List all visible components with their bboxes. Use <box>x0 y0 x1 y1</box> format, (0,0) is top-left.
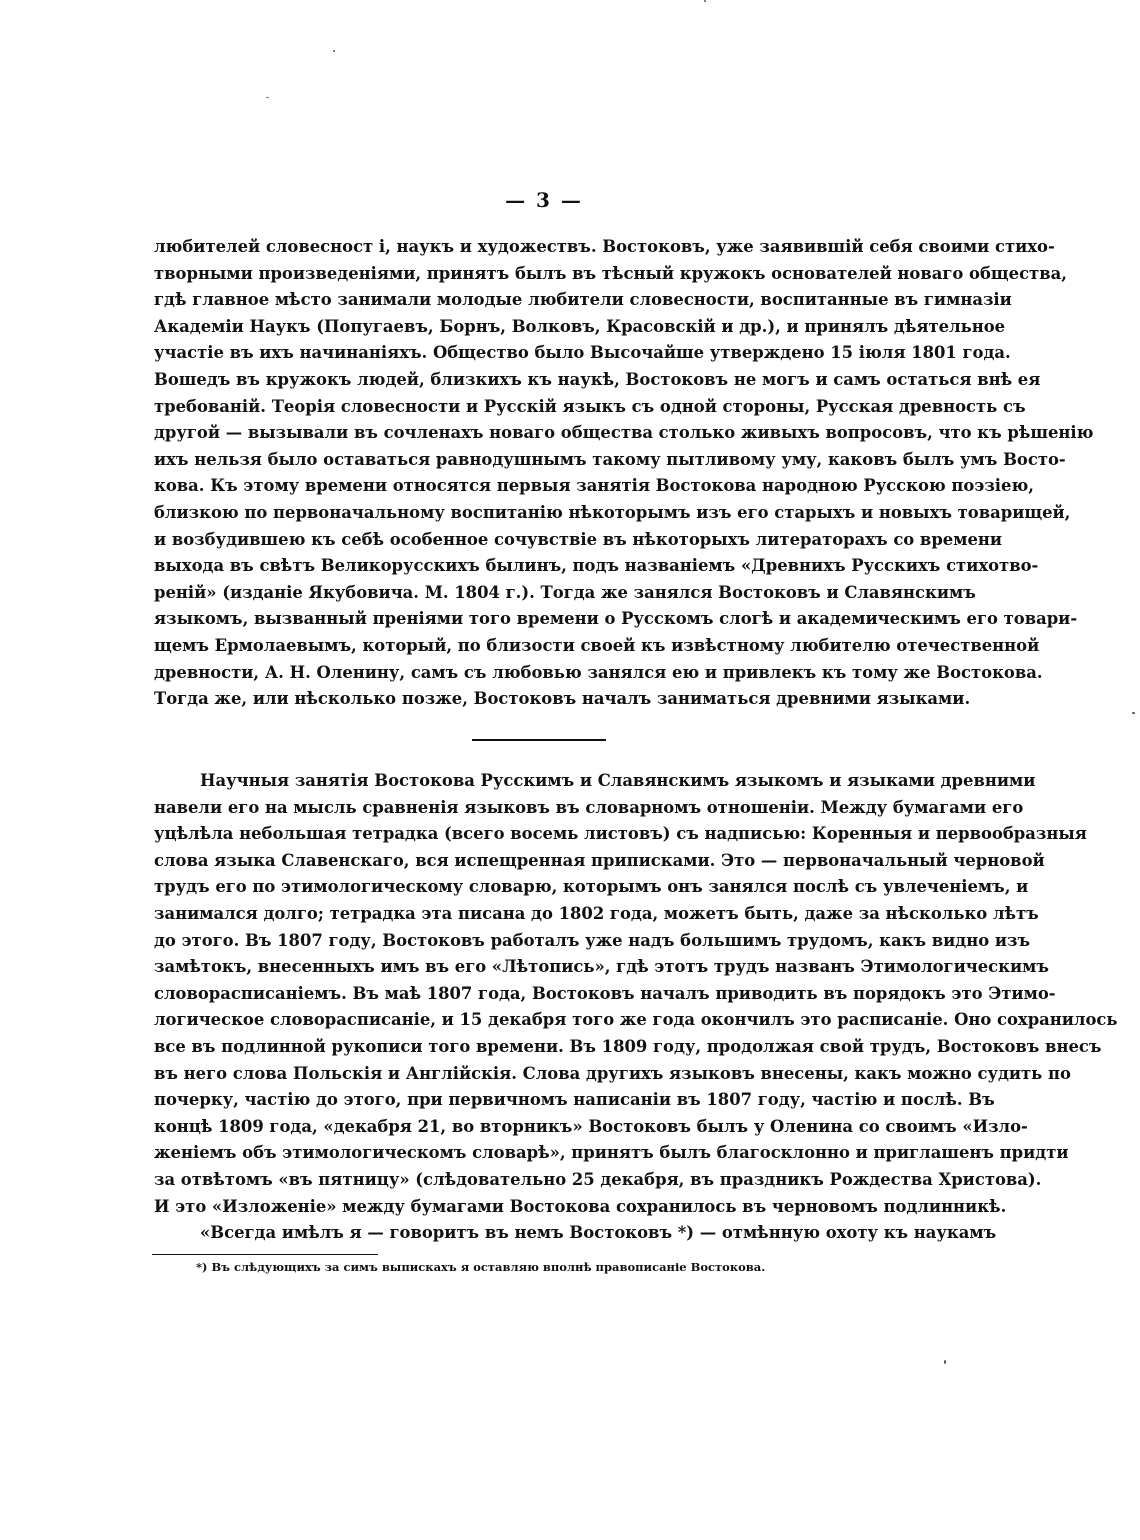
text-line: творными произведеніями, принятъ былъ въ тѣсный кружокъ основателей новаго общества, <box>154 263 1067 283</box>
text-line: въ него слова Польскія и Англійскія. Слова другихъ языковъ внесены, какъ можно судить по <box>154 1063 1071 1083</box>
scan-speck <box>944 1360 946 1364</box>
text-line: уцѣлѣла небольшая тетрадка (всего восемь листовъ) съ надписью: Коренныя и первообразныя <box>154 824 1087 844</box>
text-line: до этого. Въ 1807 году, Востоковъ работалъ уже надъ большимъ трудомъ, какъ видно изъ <box>154 930 1031 950</box>
text-line: Научныя занятія Востокова Русскимъ и Славянскимъ языкомъ и языками древними <box>200 771 1036 790</box>
text-line: словорасписаніемъ. Въ маѣ 1807 года, Востоковъ началъ приводить въ порядокъ это Этимо- <box>154 983 1056 1003</box>
text-line: близкою по первоначальному воспитанію нѣкоторымъ изъ его старыхъ и новыхъ товарищей, <box>154 502 1071 522</box>
text-line: Академіи Наукъ (Попугаевъ, Борнъ, Волковъ, Красовскій и др.), и принялъ дѣятельное <box>154 316 1006 336</box>
footnote: *) Въ слѣдующихъ за симъ выпискахъ я оставляю вполнѣ правописаніе Востокова. <box>196 1260 766 1274</box>
text-line: ихъ нельзя было оставаться равнодушнымъ такому пытливому уму, каковъ былъ умъ Восто- <box>154 449 1066 469</box>
scan-speck <box>1132 712 1135 714</box>
text-line: реній» (изданіе Якубовича. М. 1804 г.). Тогда же занялся Востоковъ и Славянскимъ <box>154 582 976 602</box>
text-line: другой — вызывали въ сочленахъ новаго общества столько живыхъ вопросовъ, что къ рѣшенію <box>154 423 1094 443</box>
text-line: навели его на мысль сравненія языковъ въ словарномъ отношеніи. Между бумагами его <box>154 797 1024 817</box>
text-line: все въ подлинной рукописи того времени. Въ 1809 году, продолжая свой трудъ, Востоковъ внесъ <box>154 1036 1102 1056</box>
text-line: Тогда же, или нѣсколько позже, Востоковъ началъ заниматься древними языками. <box>154 689 971 709</box>
text-line: занимался долго; тетрадка эта писана до 1802 года, можетъ быть, даже за нѣсколько лѣтъ <box>154 903 1039 923</box>
text-line: почерку, частію до этого, при первичномъ написаніи въ 1807 году, частію и послѣ. Въ <box>154 1090 995 1110</box>
text-line: за отвѣтомъ «въ пятницу» (слѣдовательно 25 декабря, въ праздникъ Рождества Христова). <box>154 1169 1042 1189</box>
scan-speck <box>333 50 335 52</box>
section-separator <box>472 739 606 741</box>
text-line: древности, А. Н. Оленину, самъ съ любовью занялся ею и привлекъ къ тому же Востокова. <box>154 662 1043 682</box>
paragraph-1 <box>154 234 1094 713</box>
text-line: языкомъ, вызванный преніями того времени о Русскомъ слогѣ и академическимъ его товари- <box>154 609 1078 629</box>
text-line: требованій. Теорія словесности и Русскій языкъ съ одной стороны, Русская древность съ <box>154 396 1026 416</box>
text-line: логическое словорасписаніе, и 15 декабря того же года окончилъ это расписаніе. Оно сохранилось <box>154 1010 1118 1030</box>
text-line: любителей словесност і, наукъ и художествъ. Востоковъ, уже заявившій себя своими стихо- <box>154 237 1055 256</box>
text-line: И это «Изложеніе» между бумагами Востокова сохранилось въ черновомъ подлинникѣ. <box>154 1196 1007 1216</box>
text-line: слова языка Славенскаго, вся испещренная приписками. Это — первоначальный черновой <box>154 850 1045 870</box>
text-line: замѣтокъ, внесенныхъ имъ въ его «Лѣтопись», гдѣ этотъ трудъ названъ Этимологическимъ <box>154 957 1049 977</box>
paragraph-2 <box>154 768 1118 1247</box>
text-line: концѣ 1809 года, «декабря 21, во вторникъ» Востоковъ былъ у Оленина со своимъ «Изло- <box>154 1116 1028 1136</box>
scan-speck <box>266 97 269 98</box>
scan-speck <box>704 0 706 2</box>
text-line: «Всегда имѣлъ я — говоритъ въ немъ Востоковъ *) — отмѣнную охоту къ наукамъ <box>200 1223 997 1243</box>
footnote-rule <box>152 1254 378 1255</box>
text-line: трудъ его по этимологическому словарю, которымъ онъ занялся послѣ съ увлеченіемъ, и <box>154 877 1029 897</box>
text-line: кова. Къ этому времени относятся первыя занятія Востокова народною Русскою поэзіею, <box>154 476 1034 496</box>
text-line: гдѣ главное мѣсто занимали молодые любители словесности, воспитанные въ гимназіи <box>154 290 1012 310</box>
text-line: щемъ Ермолаевымъ, который, по близости своей къ извѣстному любителю отечественной <box>154 635 1040 655</box>
text-line: выхода въ свѣтъ Великорусскихъ былинъ, подъ названіемъ «Древнихъ Русскихъ стихотво- <box>154 556 1039 576</box>
text-line: участіе въ ихъ начинаніяхъ. Общество было Высочайше утверждено 15 іюля 1801 года. <box>154 343 1011 363</box>
text-line: и возбудившею къ себѣ особенное сочувствіе въ нѣкоторыхъ литераторахъ со времени <box>154 529 1003 549</box>
text-line: женіемъ объ этимологическомъ словарѣ», принятъ былъ благосклонно и приглашенъ придти <box>154 1143 1069 1163</box>
text-line: Вошедъ въ кружокъ людей, близкихъ къ наукѣ, Востоковъ не могъ и самъ остаться внѣ ея <box>154 369 1041 389</box>
page-number: — 3 — <box>505 188 583 212</box>
